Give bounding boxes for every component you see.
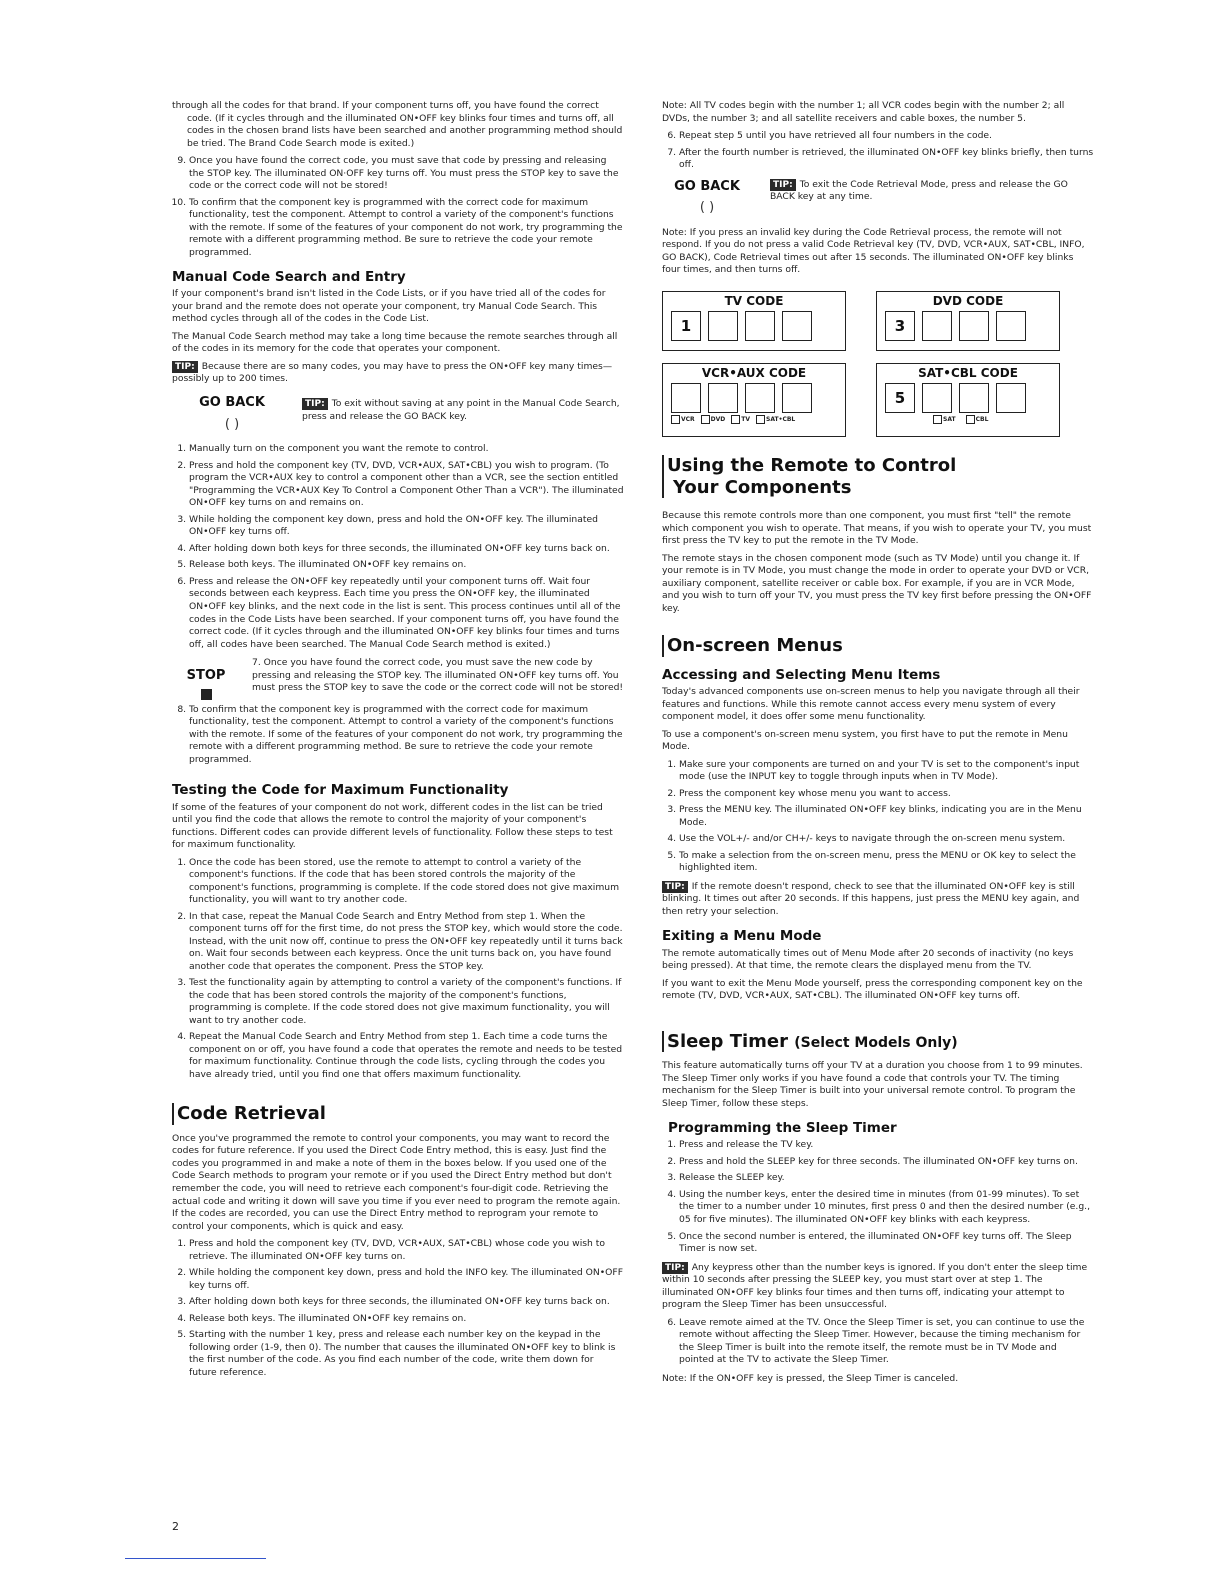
list-item: 5. Release both keys. The illuminated ON•OFF key remains on. [189,559,624,572]
note-invalid-key: Note: If you press an invalid key during the Code Retrieval process, the remote will not respond. If you do not press a valid Code Retrieval key (TV, DVD, VCR•AUX, SAT•CBL, INFO, GO BACK), Code Retrieval times out after 15 seconds. The illuminated ON•OFF key blinks four times, and then turns off. [662,226,1085,276]
left-column [172,100,624,1385]
checkbox-dvd[interactable]: DVD [701,415,726,424]
programming-sleep-timer-heading: Programming the Sleep Timer [668,1120,897,1137]
sleep-steps [662,1139,1094,1255]
code-digit[interactable] [745,383,775,413]
tip-text: To exit the Code Retrieval Mode, press and release the GO BACK key at any time. [770,178,1068,203]
manual-step-8-list [172,704,624,767]
paragraph: The Manual Code Search method may take a long time because the remote searches through all of the codes in its memory for the code that operates your component. [172,330,618,355]
tip-badge: TIP: [172,361,198,373]
accessing-steps [662,759,1094,875]
paragraph: Because this remote controls more than one component, you must first "tell" the remote which component you wish to operate. That means, if you wish to operate your TV, you must first press the TV key to put the remote in the TV Mode. [662,510,1092,547]
code-record-boxes [662,291,1094,437]
list-item: 4. After holding down both keys for three seconds, the illuminated ON•OFF key turns back on. [189,543,624,556]
list-item: 1. Press and release the TV key. [679,1139,1094,1152]
list-item: 5. Starting with the number 1 key, press and release each number key on the keypad in the following order (1-9, then 0). The number that causes the illuminated ON•OFF key to blink is the first number of the code. As you find each number of the code, write them down for future reference. [189,1329,624,1379]
go-back-figure [172,394,624,433]
code-box-title: VCR•AUX CODE [701,365,807,380]
code-digit[interactable]: 1 [671,311,701,341]
code-box-title: TV CODE [724,293,784,308]
list-item: 6. Leave remote aimed at the TV. Once the Sleep Timer is set, you can continue to use the remote without affecting the Sleep Timer. However, because the timing mechanism for the Sleep Timer is built into the remote itself, the remote must be in TV Mode and pointed at the TV to activate the Sleep Timer. [679,1317,1094,1367]
code-digit[interactable] [922,311,952,341]
paragraph: If you want to exit the Menu Mode yourself, press the corresponding component key on the remote (TV, DVD, VCR•AUX, SAT•CBL). The illuminated ON•OFF key turns off. [662,977,1083,1002]
tip-badge: TIP: [302,398,328,410]
list-item: 7. After the fourth number is retrieved, the illuminated ON•OFF key blinks briefly, then turns off. [679,147,1094,172]
code-digit[interactable] [671,383,701,413]
tip-paragraph [662,1262,1094,1312]
paragraph: Once you've programmed the remote to control your components, you may want to record the codes for future reference. If you used the Direct Code Entry method, this is easy. Just find the codes you programmed in and make a note of them in the boxes below. If you used one of the Code Search methods to program your remote or if you used the Direct Entry method but don't remember the code, you will need to retrieve each component's four-digit code. Retrieving the actual code and writing it down will save you time if you ever need to program the remote again. If the codes are recorded, you can use the Direct Entry method to reprogram your remote to control your components, which is quick and easy. [172,1132,621,1232]
paragraph: Today's advanced components use on-screen menus to help you navigate through all their features and functions. While this remote cannot access every menu system of every component model, it does offer some menu functionality. [662,686,1080,723]
stop-key-icon [201,689,212,700]
note-codes: Note: All TV codes begin with the number 1; all VCR codes begin with the number 2; all DVDs, the number 3; and all satellite receivers and cable boxes, the number 5. [662,100,1065,124]
go-back-key-icon: ( ) [699,200,715,216]
code-digit[interactable] [745,311,775,341]
tip-text: Because there are so many codes, you may have to press the ON•OFF key many times—possibly up to 200 times. [172,360,613,385]
list-item: 4. Release both keys. The illuminated ON•OFF key remains on. [189,1313,624,1326]
dvd-code-box [876,291,1060,351]
on-screen-menus-heading: On-screen Menus [662,635,1094,657]
code-digit[interactable] [996,383,1026,413]
list-item: 2. Press and hold the SLEEP key for three seconds. The illuminated ON•OFF key turns on. [679,1156,1094,1169]
paragraph: The remote stays in the chosen component mode (such as TV Mode) until you change it. If your remote is in TV Mode, you must change the mode in order to operate your DVD or VCR, auxiliary component, satellite receiver or cable box. For example, if you are in VCR Mode, and you wish to turn off your TV, you must press the TV key first before pressing the ON•OFF key. [662,552,1092,614]
using-remote-heading: Using the Remote to Control Your Components [662,455,1094,498]
code-digit[interactable] [996,311,1026,341]
checkbox-tv[interactable]: TV [731,415,750,424]
go-back-key-icon: ( ) [224,416,240,432]
tip-text: If the remote doesn't respond, check to see that the illuminated ON•OFF key is still blinking. It times out after 20 seconds. If this happens, just press the MENU key again, and then retry your selection. [662,880,1080,917]
list-item: 4. Use the VOL+/- and/or CH+/- keys to navigate through the on-screen menu system. [679,833,1094,846]
intro-continuation: through all the codes for that brand. If your component turns off, you have found the correct code. (If it cycles through and the illuminated ON•OFF key blinks four times and turns off, all codes in the chosen brand lists have been searched and another programming method should be tried. The Brand Code Search mode is exited.) [172,100,623,149]
list-item: 1. Make sure your components are turned on and your TV is set to the component's input mode (use the INPUT key to toggle through inputs when in TV Mode). [679,759,1094,784]
go-back-figure [662,178,1094,217]
retrieval-steps-continued [662,130,1094,172]
list-item: 9. Once you have found the correct code, you must save that code by pressing and releasing the STOP key. The illuminated ON·OFF key turns off. You must press the STOP key to save the code or the correct code will not be stored! [189,155,624,193]
list-item: 2. In that case, repeat the Manual Code Search and Entry Method from step 1. When the component turns off for the first time, do not press the STOP key, which would store the code. Instead, with the unit now off, continue to press the ON•OFF key repeatedly until it turns back on. Wait four seconds between each keypress. Once the unit turns back on, you have found another code that operates the component. Press the STOP key. [189,911,624,974]
code-digit[interactable] [782,383,812,413]
list-item: 3. Test the functionality again by attempting to control a variety of the component's functions. If the code that has been stored controls the majority of the component's functions, programming is complete. If the code stored does not give maximum functionality, you will want to try another code. [189,977,624,1027]
checkbox-sat[interactable]: SAT [933,415,956,424]
testing-steps [172,857,624,1082]
vcr-aux-code-box [662,363,846,437]
list-item: 5. Once the second number is entered, the illuminated ON•OFF key turns off. The Sleep Timer is now set. [679,1231,1094,1256]
paragraph: To use a component's on-screen menu system, you first have to put the remote in Menu Mode. [662,728,1068,753]
code-box-title: SAT•CBL CODE [918,365,1018,380]
retrieval-steps [172,1238,624,1379]
tip-badge: TIP: [770,179,796,191]
code-retrieval-heading: Code Retrieval [172,1103,624,1125]
list-item: 5. To make a selection from the on-screen menu, press the MENU or OK key to select the highlighted item. [679,850,1094,875]
code-digit[interactable] [959,383,989,413]
list-item: 1. Manually turn on the component you want the remote to control. [189,443,624,456]
list-item: 10. To confirm that the component key is programmed with the correct code for maximum functionality, test the component. Attempt to control a variety of the component's functions with the remote. If some of the features of your component do not work, try programming the remote with a different programming method. Be sure to retrieve the code your remote programmed. [189,197,624,260]
tip-paragraph [662,881,1094,919]
paragraph: The remote automatically times out of Menu Mode after 20 seconds of inactivity (no keys being pressed). At that time, the remote clears the displayed menu from the TV. [662,947,1074,972]
tip-text: To exit without saving at any point in the Manual Code Search, press and release the GO BACK key. [302,397,620,422]
code-digit[interactable] [782,311,812,341]
exiting-menu-heading: Exiting a Menu Mode [662,928,822,945]
list-item: 4. Using the number keys, enter the desired time in minutes (from 01-99 minutes). To set the timer to a number under 10 minutes, first press 0 and then the desired number (e.g., 05 for five minutes). The illuminated ON•OFF key blinks with each keypress. [679,1189,1094,1227]
footer-rule [125,1558,266,1559]
code-digit[interactable] [959,311,989,341]
manual-step-7: 7. Once you have found the correct code, you must save the new code by pressing and releasing the STOP key. The illuminated ON•OFF key turns off. You must press the STOP key to save the code or the correct code will not be stored! [252,657,624,694]
accessing-menu-heading: Accessing and Selecting Menu Items [662,666,941,683]
tv-code-box [662,291,846,351]
manual-steps [172,443,624,651]
page-number: 2 [172,1520,179,1533]
right-column [662,100,1094,1390]
list-item: 3. Release the SLEEP key. [679,1172,1094,1185]
testing-heading: Testing the Code for Maximum Functionality [172,782,509,799]
list-item: 1. Press and hold the component key (TV, DVD, VCR•AUX, SAT•CBL) whose code you wish to retrieve. The illuminated ON•OFF key turns on. [189,1238,624,1263]
tip-text: Any keypress other than the number keys is ignored. If you don't enter the sleep time within 10 seconds after pressing the SLEEP key, you must start over at step 1. The illuminated ON•OFF key blinks four times and then turns off, indicating your attempt to program the Sleep Timer has been unsuccessful. [662,1261,1088,1311]
list-item: 6. Press and release the ON•OFF key repeatedly until your component turns off. Wait four seconds between each keypress. Each time you press the ON•OFF key, the illuminated ON•OFF key blinks, and the next code in the list is sent. This process continues until all of the codes in the Code Lists have been searched. If your component turns off, you have found the correct code. (If it cycles through and the illuminated ON•OFF key blinks four times and turns off, all codes have been searched. The Manual Code Search method is exited.) [189,576,624,651]
list-item: 1. Once the code has been stored, use the remote to attempt to control a variety of the component's functions. If the code that has been stored controls the majority of the component's functions, programming is complete. If the code stored does not give maximum functionality, you will want to try another code. [189,857,624,907]
note-sleep-cancel: Note: If the ON•OFF key is pressed, the Sleep Timer is canceled. [662,1372,959,1384]
sleep-timer-heading: Sleep Timer (Select Models Only) [662,1031,1094,1053]
manual-code-search-heading: Manual Code Search and Entry [172,269,406,286]
tip-badge: TIP: [662,881,688,893]
list-item: 2. While holding the component key down, press and hold the INFO key. The illuminated ON•OFF key turns off. [189,1267,624,1292]
list-item: 3. Press the MENU key. The illuminated ON•OFF key blinks, indicating you are in the Menu Mode. [679,804,1094,829]
stop-figure [172,657,624,700]
code-digit[interactable]: 5 [885,383,915,413]
code-digit[interactable] [922,383,952,413]
paragraph: If some of the features of your component do not work, different codes in the list can be tried until you find the code that allows the remote to control the majority of your component's functions. Different codes can provide different levels of functionality. Follow these steps to test for maximum functionality. [172,801,613,851]
list-item: 4. Repeat the Manual Code Search and Entry Method from step 1. Each time a code turns the component on or off, you have found a code that operates the remote and needs to be tested for maximum functionality. Continue through the code lists, cycling through the codes you have already tried, until you find one that offers maximum functionality. [189,1031,624,1081]
list-item: 6. Repeat step 5 until you have retrieved all four numbers in the code. [679,130,1094,143]
list-item: 2. Press and hold the component key (TV, DVD, VCR•AUX, SAT•CBL) you wish to program. (To program the VCR•AUX key to control a component other than a VCR, see the section entitled "Programming the VCR•AUX Key To Control a Component Other Than a VCR"). The illuminated ON•OFF key turns on and remains on. [189,460,624,510]
code-digit[interactable] [708,311,738,341]
go-back-key-label: GO BACK [199,394,265,410]
paragraph: If your component's brand isn't listed in the Code Lists, or if you have tried all of the codes for your brand and the remote does not operate your component, try Manual Code Search. This method cycles through all of the codes in the Code List. [172,288,606,325]
tip-paragraph [172,361,624,386]
list-item: 2. Press the component key whose menu you want to access. [679,788,1094,801]
list-item: 8. To confirm that the component key is programmed with the correct code for maximum functionality, test the component. Attempt to control a variety of the component's functions with the remote. If some of the features of your component do not work, try programming the remote with a different programming method. Be sure to retrieve the code your remote programmed. [189,704,624,767]
list-item: 3. After holding down both keys for three seconds, the illuminated ON•OFF key turns back on. [189,1296,624,1309]
sleep-step-6-list [662,1317,1094,1367]
code-digit[interactable]: 3 [885,311,915,341]
paragraph: This feature automatically turns off your TV at a duration you choose from 1 to 99 minutes. The Sleep Timer only works if you have found a code that controls your TV. The timing mechanism for the Sleep Timer is built into your universal remote control. To program the Sleep Timer, follow these steps. [662,1060,1083,1109]
checkbox-sat-cbl[interactable]: SAT•CBL [756,415,795,424]
tip-badge: TIP: [662,1262,688,1274]
stop-key-label: STOP [186,668,226,684]
code-box-title: DVD CODE [932,293,1004,308]
sat-cbl-code-box [876,363,1060,437]
code-digit[interactable] [708,383,738,413]
list-item: 3. While holding the component key down, press and hold the ON•OFF key. The illuminated ON•OFF key turns off. [189,514,624,539]
checkbox-cbl[interactable]: CBL [966,415,989,424]
go-back-key-label: GO BACK [674,178,740,194]
intro-steps [172,155,624,259]
checkbox-vcr[interactable]: VCR [671,415,695,424]
